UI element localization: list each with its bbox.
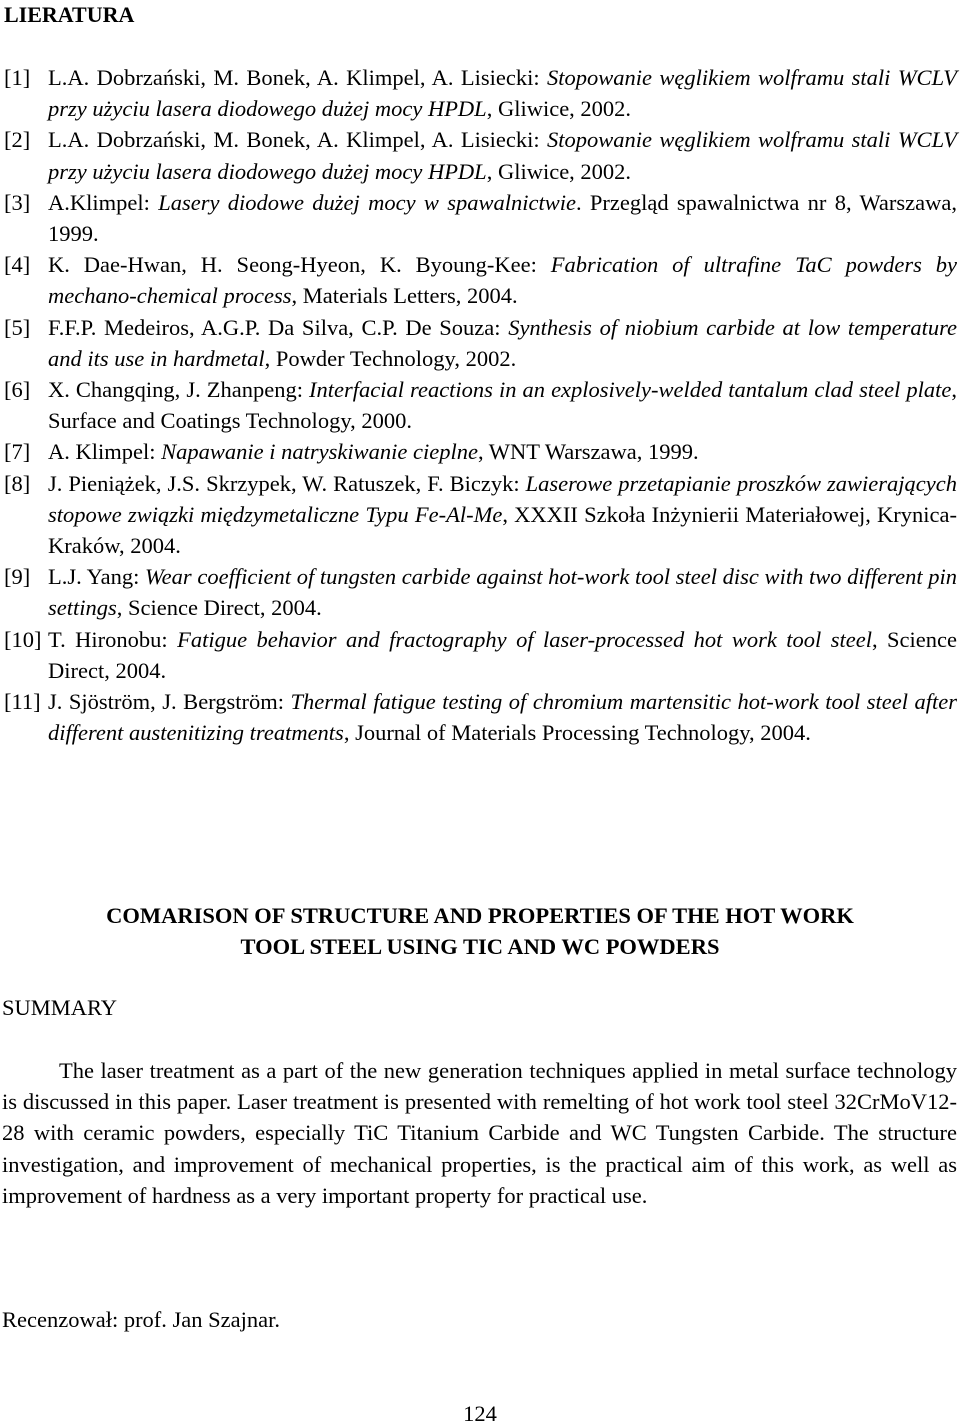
reference-title: Laserowe przetapianie proszków zawierających stopowe związki międzymetaliczne Typu Fe-Al-Me (48, 470, 957, 527)
reference-authors: K. Dae-Hwan, H. Seong-Hyeon, K. Byoung-Kee: (48, 252, 551, 278)
reference-item (4, 686, 957, 748)
reference-source: , Gliwice, 2002. (486, 96, 632, 122)
reference-source: , Science Direct, 2004. (48, 626, 957, 683)
reference-authors: X. Changqing, J. Zhanpeng: (48, 377, 310, 403)
reference-text (48, 312, 957, 374)
reference-authors: A.Klimpel: (48, 189, 159, 215)
reference-source: , Materials Letters, 2004. (291, 283, 518, 309)
reference-authors: J. Sjöström, J. Bergström: (48, 689, 291, 715)
reference-item (4, 249, 957, 311)
reference-title: Thermal fatigue testing of chromium martensitic hot-work tool steel after different austenitizing treatments (48, 689, 957, 746)
paper-title (0, 900, 960, 962)
reference-source: , Journal of Materials Processing Technology, 2004. (343, 720, 811, 746)
reference-authors: J. Pieniążek, J.S. Skrzypek, W. Ratuszek, F. Biczyk: (48, 470, 526, 496)
summary-section (2, 1055, 957, 1211)
reference-item (4, 374, 957, 436)
references-heading: LIERATURA (4, 2, 135, 27)
reference-item (4, 561, 957, 623)
reference-item (4, 624, 957, 686)
reference-item (4, 187, 957, 249)
reference-number: [8] (4, 470, 31, 496)
reference-title: Napawanie i natryskiwanie cieplne (161, 439, 478, 465)
reference-source: . Przegląd spawalnictwa nr 8, Warszawa, 1999. (48, 189, 958, 247)
reference-text (48, 436, 957, 467)
reference-item (4, 468, 957, 562)
reference-source: , Science Direct, 2004. (116, 595, 322, 621)
reference-authors: F.F.P. Medeiros, A.G.P. Da Silva, C.P. De Souza: (48, 314, 509, 340)
reference-authors: L.A. Dobrzański, M. Bonek, A. Klimpel, A. Lisiecki: (48, 65, 548, 90)
reference-item (4, 312, 957, 374)
reference-number: [6] (4, 377, 31, 403)
reference-text (48, 686, 957, 748)
reference-text (48, 561, 957, 623)
reference-title: Fatigue behavior and fractography of laser-processed hot work tool steel (177, 626, 872, 652)
reference-source: , Surface and Coatings Technology, 2000. (48, 377, 957, 434)
reference-title: Synthesis of niobium carbide at low temperature and its use in hardmetal (48, 314, 957, 371)
reviewer-note: Recenzował: prof. Jan Szajnar. (2, 1307, 281, 1332)
reference-number: [5] (4, 314, 31, 340)
paper-title-line: TOOL STEEL USING TIC AND WC POWDERS (240, 934, 720, 959)
reference-text (48, 468, 957, 562)
reference-number: [3] (4, 189, 31, 215)
reference-text (48, 187, 957, 249)
reference-title: Stopowanie węglikiem wolframu stali WCLV przy użyciu lasera diodowego dużej mocy HPDL (48, 65, 957, 122)
reference-number: [10] (4, 626, 42, 652)
reference-number: [9] (4, 564, 31, 590)
reference-list (4, 62, 957, 748)
reference-source: , Gliwice, 2002. (486, 158, 632, 184)
reference-item (4, 62, 957, 124)
reference-number: [1] (4, 65, 31, 90)
reference-number: [7] (4, 439, 31, 465)
summary-heading: SUMMARY (2, 995, 118, 1020)
summary-paragraph: The laser treatment as a part of the new generation techniques applied in metal surface technology is discussed in this paper. Laser treatment is presented with remelting of hot work tool steel 32CrMoV12-28 with ceramic powders, especially TiC Titanium Carbide and WC Tungsten Carbide. The structure investigation, and improvement of mechanical properties, is the practical aim of this work, as well as improvement of hardness as a very important property for practical use. (2, 1058, 957, 1208)
reference-number: [2] (4, 127, 31, 153)
paper-title-line: COMARISON OF STRUCTURE AND PROPERTIES OF THE HOT WORK (106, 903, 854, 928)
reference-text (48, 62, 957, 124)
reference-number: [11] (4, 689, 41, 715)
reference-authors: T. Hironobu: (48, 626, 178, 652)
reference-title: Stopowanie węglikiem wolframu stali WCLV przy użyciu lasera diodowego dużej mocy HPDL (48, 127, 957, 184)
reference-title: Wear coefficient of tungsten carbide against hot-work tool steel disc with two different pin settings (48, 564, 957, 621)
reference-text (48, 124, 957, 186)
reference-number: [4] (4, 252, 31, 278)
reference-item (4, 124, 957, 186)
reference-text (48, 374, 957, 436)
reference-text (48, 624, 957, 686)
reference-authors: L.A. Dobrzański, M. Bonek, A. Klimpel, A. Lisiecki: (48, 127, 548, 153)
reference-title: Fabrication of ultrafine TaC powders by mechano-chemical process (48, 252, 957, 309)
reference-source: , WNT Warszawa, 1999. (477, 439, 699, 465)
reference-authors: A. Klimpel: (48, 439, 162, 465)
page-number: 124 (463, 1401, 497, 1426)
reference-text (48, 249, 957, 311)
reference-title: Interfacial reactions in an explosively-welded tantalum clad steel plate (309, 377, 952, 403)
reference-source: , XXXII Szkoła Inżynierii Materiałowej, Krynica-Kraków, 2004. (48, 501, 958, 559)
reference-authors: L.J. Yang: (48, 564, 145, 590)
reference-title: Lasery diodowe dużej mocy w spawalnictwie (158, 189, 576, 215)
reference-source: , Powder Technology, 2002. (264, 345, 517, 371)
reference-item (4, 436, 957, 467)
